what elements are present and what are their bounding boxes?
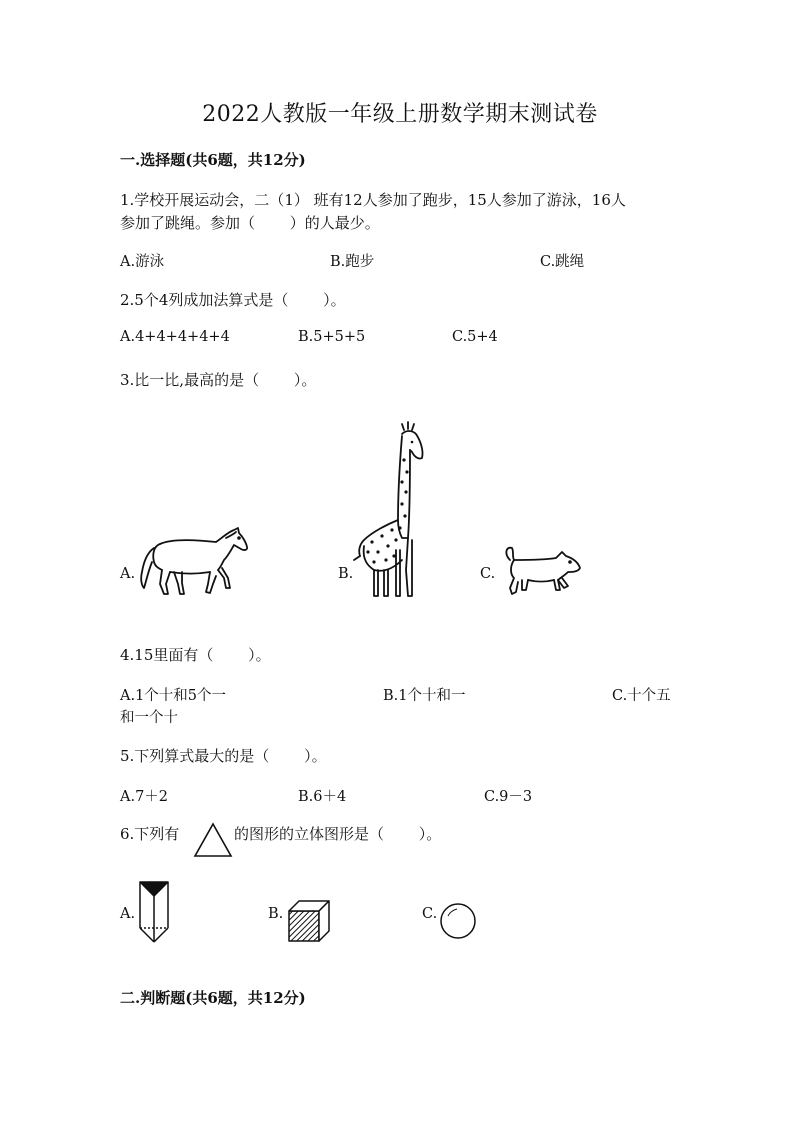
question-3-option-a: A. (120, 566, 136, 582)
question-5-option-a: A.7＋2 (120, 789, 169, 805)
triangular-prism-icon (138, 880, 170, 946)
question-1-option-b: B.跑步 (330, 254, 375, 270)
question-2-option-c: C.5+4 (452, 329, 498, 345)
question-6-stem-before: 6.下列有 (120, 825, 180, 843)
question-5-option-c: C.9－3 (484, 789, 533, 805)
question-6-option-b: B. (268, 906, 284, 922)
question-1-line-1: 1.学校开展运动会，二（1） 班有12人参加了跑步，15人参加了游泳，16人 (120, 191, 626, 209)
triangle-icon (193, 822, 233, 858)
question-1-option-a: A.游泳 (120, 254, 165, 270)
question-2-option-a: A.4+4+4+4+4 (120, 329, 230, 345)
section-heading-true-false: 二.判断题(共6题，共12分) (120, 989, 306, 1007)
giraffe-icon (352, 420, 432, 600)
horse-icon (138, 526, 250, 598)
section-heading-choice: 一.选择题(共6题，共12分) (120, 151, 306, 169)
question-4-option-b: B.1个十和一 (383, 688, 466, 704)
question-5-option-b: B.6＋4 (298, 789, 347, 805)
question-4-stem: 4.15里面有（ ）。 (120, 646, 271, 664)
page-title: 2022人教版一年级上册数学期末测试卷 (202, 102, 598, 127)
question-3-stem: 3.比一比,最高的是（ ）。 (120, 371, 317, 389)
question-2-stem: 2.5个4列成加法算式是（ ）。 (120, 291, 346, 309)
question-4-option-a: A.1个十和5个一 (120, 688, 227, 704)
question-2-option-b: B.5+5+5 (298, 329, 366, 345)
question-1-option-c: C.跳绳 (540, 254, 585, 270)
question-6-option-c: C. (422, 906, 438, 922)
question-4-option-c-wrap: 和一个十 (120, 710, 178, 726)
question-3-option-c: C. (480, 566, 496, 582)
question-1-line-2: 参加了跳绳。参加（ ）的人最少。 (120, 214, 380, 232)
question-6-stem-after: 的图形的立体图形是（ ）。 (234, 825, 442, 843)
question-4-option-c: C.十个五 (612, 688, 671, 704)
dog-icon (500, 544, 584, 600)
question-6-option-a: A. (120, 906, 136, 922)
question-3-option-b: B. (338, 566, 354, 582)
question-5-stem: 5.下列算式最大的是（ ）。 (120, 747, 327, 765)
cube-icon (287, 899, 331, 943)
sphere-icon (439, 902, 477, 940)
